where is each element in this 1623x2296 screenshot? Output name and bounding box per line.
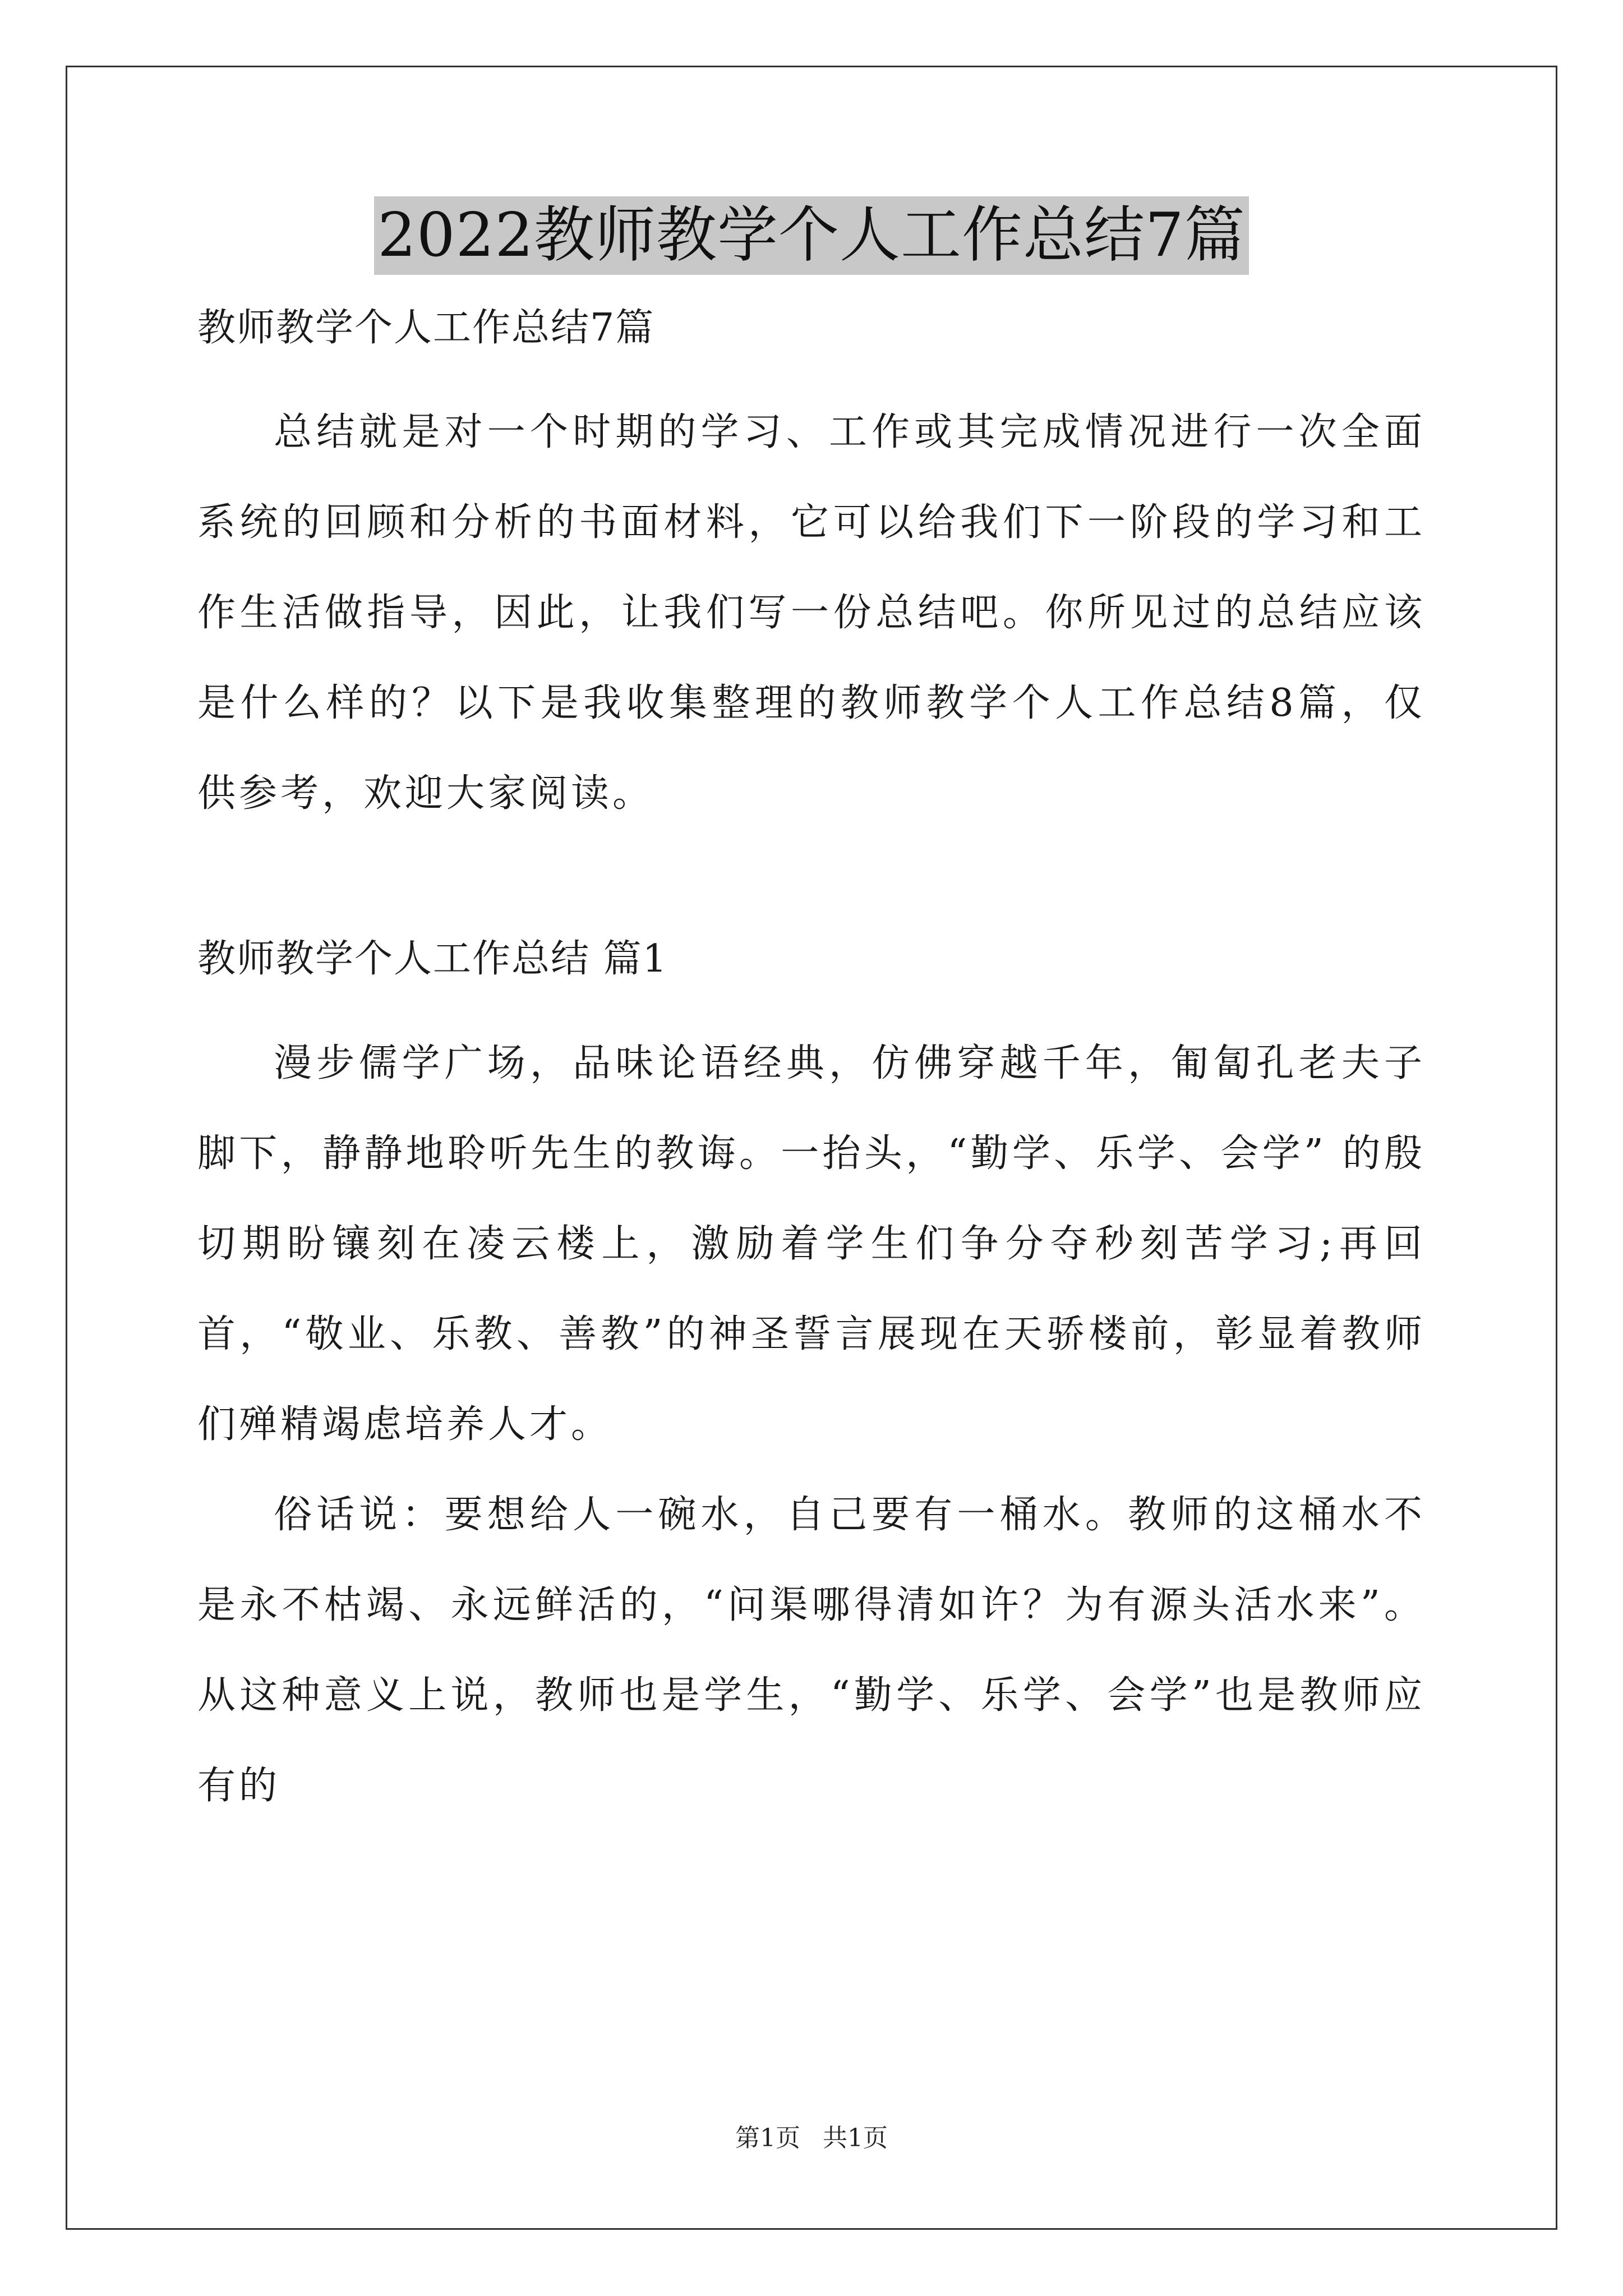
section-spacer xyxy=(197,839,1426,928)
title-container xyxy=(0,196,1623,275)
document-subtitle: 教师教学个人工作总结7篇 xyxy=(197,306,655,350)
page-number: 第1页 xyxy=(735,2124,800,2152)
section-heading: 教师教学个人工作总结 篇1 xyxy=(197,937,668,981)
page-total: 共1页 xyxy=(823,2124,888,2152)
document-body xyxy=(197,297,1426,1831)
body-paragraph: 俗话说：要想给人一碗水，自己要有一桶水。教师的这桶水不是永不枯竭、永远鲜活的，“问渠哪得清如许？为有源头活水来”。从这种意义上说，教师也是学生，“勤学、乐学、会学”也是教师应有的 xyxy=(197,1493,1426,1808)
intro-paragraph: 总结就是对一个时期的学习、工作或其完成情况进行一次全面系统的回顾和分析的书面材料，它可以给我们下一阶段的学习和工作生活做指导，因此，让我们写一份总结吧。你所见过的总结应该是什么样的？以下是我收集整理的教师教学个人工作总结8篇，仅供参考，欢迎大家阅读。 xyxy=(197,410,1426,816)
document-title: 2022教师教学个人工作总结7篇 xyxy=(374,196,1249,275)
page-footer xyxy=(0,2122,1623,2155)
body-paragraph: 漫步儒学广场，品味论语经典，仿佛穿越千年，匍匐孔老夫子脚下，静静地聆听先生的教诲。一抬头，“勤学、乐学、会学” 的殷切期盼镶刻在凌云楼上，激励着学生们争分夺秒刻苦学习;再回首，“敬业、乐教、善教”的神圣誓言展现在天骄楼前，彰显着教师们殚精竭虑培养人才。 xyxy=(197,1041,1426,1447)
